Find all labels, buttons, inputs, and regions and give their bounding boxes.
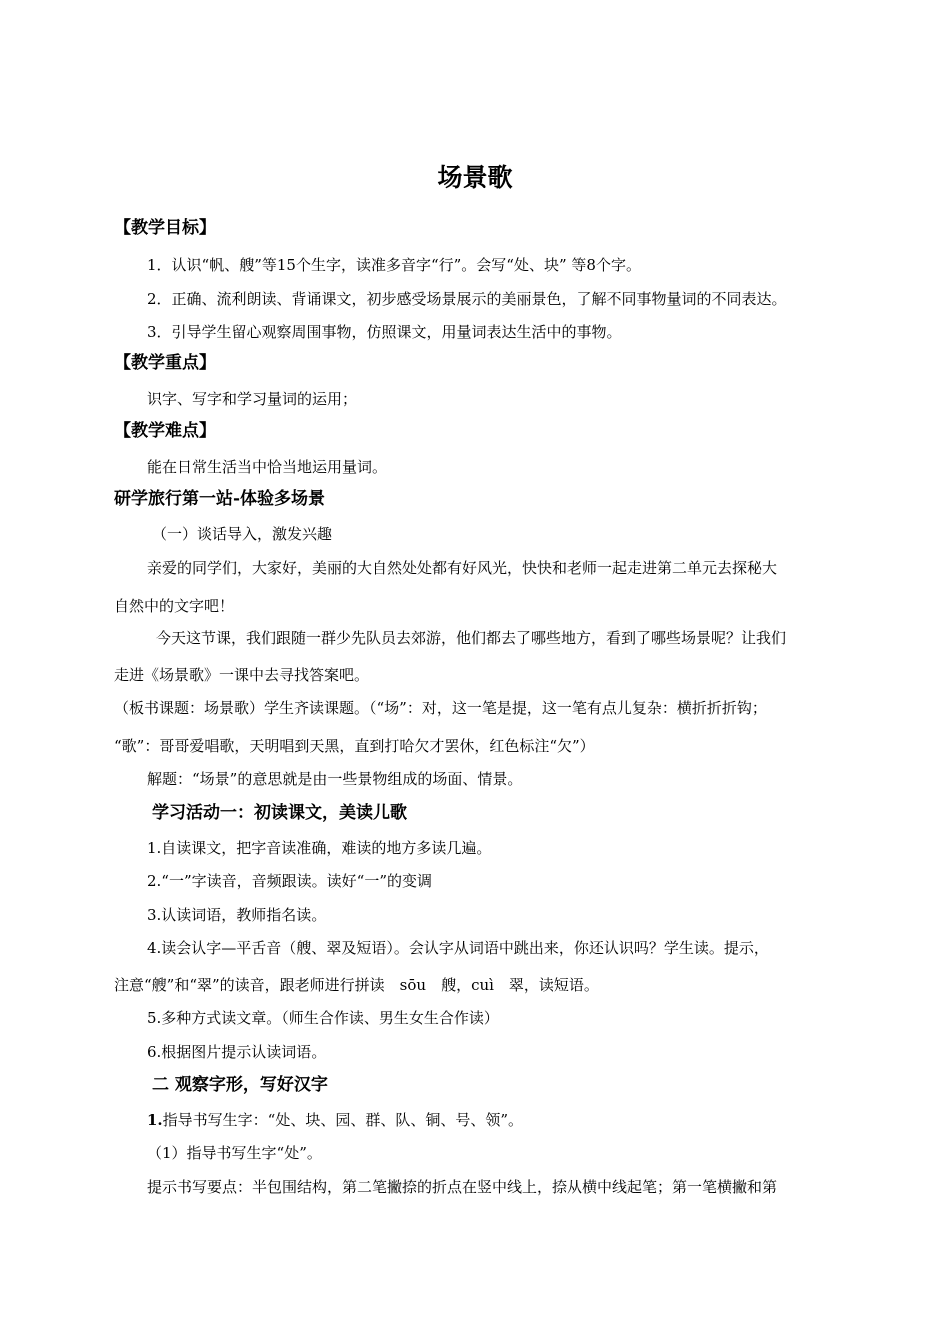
section-2-item-1: [147, 1110, 890, 1130]
goal-item-2: 2．正确、流利朗读、背诵课文，初步感受场景展示的美丽景色，了解不同事物量词的不同表达。: [147, 290, 787, 308]
intro-paragraph-2-cont: 走进《场景歌》一课中去寻找答案吧。: [114, 666, 370, 684]
section-2-subitem: （1）指导书写生字“处”。: [147, 1144, 322, 1162]
page-title: 场景歌: [437, 163, 513, 192]
section-2-item-1-number: 1.: [147, 1111, 163, 1129]
activity-1-heading: 学习活动一：初读课文，美读儿歌: [152, 803, 407, 823]
goal-item-3: 3．引导学生留心观察周围事物，仿照课文，用量词表达生活中的事物。: [147, 323, 622, 341]
board-note-cont: “歌”：哥哥爱唱歌，天明唱到天黑，直到打哈欠才罢休，红色标注“欠”）: [114, 737, 595, 755]
key-points-text: 识字、写字和学习量词的运用；: [147, 390, 358, 408]
difficulty-heading: 【教学难点】: [114, 421, 216, 441]
title-explanation: 解题：“场景”的意思就是由一些景物组成的场面、情景。: [147, 770, 523, 788]
activity-1-item-1: 1.自读课文，把字音读准确，难读的地方多读几遍。: [147, 839, 492, 857]
activity-1-item-2: 2.“一”字读音，音频跟读。读好“一”的变调: [147, 872, 432, 890]
activity-1-item-4-cont: 注意“艘”和“翠”的读音，跟老师进行拼读 sōu 艘，cuì 翠，读短语。: [114, 976, 599, 994]
goal-item-1: 1．认识“帆、艘”等15个生字，读准多音字“行”。会写“处、块” 等8个字。: [147, 256, 641, 274]
intro-heading: （一）谈话导入，激发兴趣: [152, 525, 333, 543]
activity-1-item-6: 6.根据图片提示认读词语。: [147, 1043, 327, 1061]
key-points-heading: 【教学重点】: [114, 353, 216, 373]
intro-paragraph-2: 今天这节课，我们跟随一群少先队员去郊游，他们都去了哪些地方，看到了哪些场景呢？让我们: [156, 629, 787, 647]
intro-paragraph-1: 亲爱的同学们，大家好，美丽的大自然处处都有好风光，快快和老师一起走进第二单元去探秘大: [147, 559, 778, 577]
intro-paragraph-1-cont: 自然中的文字吧！: [114, 597, 235, 615]
activity-1-item-4: 4.读会认字—平舌音（艘、翠及短语）。会认字从词语中跳出来，你还认识吗？学生读。提示，: [147, 939, 769, 957]
section-2-tip: 提示书写要点：半包围结构，第二笔撇捺的折点在竖中线上，捺从横中线起笔；第一笔横撇和第: [147, 1178, 778, 1196]
activity-1-item-5: 5.多种方式读文章。（师生合作读、男生女生合作读）: [147, 1009, 499, 1027]
section-2-item-1-text: 指导书写生字：“处、块、园、群、队、铜、号、领”。: [162, 1111, 524, 1129]
activity-1-item-3: 3.认读词语，教师指名读。: [147, 906, 327, 924]
station-heading: 研学旅行第一站-体验多场景: [114, 489, 326, 509]
section-2-heading: 二 观察字形，写好汉字: [152, 1075, 328, 1095]
difficulty-text: 能在日常生活当中恰当地运用量词。: [147, 458, 388, 476]
board-note: （板书课题：场景歌）学生齐读课题。（“场”：对，这一笔是提，这一笔有点儿复杂：横折折折钩；: [114, 699, 767, 717]
goals-heading: 【教学目标】: [114, 218, 216, 238]
